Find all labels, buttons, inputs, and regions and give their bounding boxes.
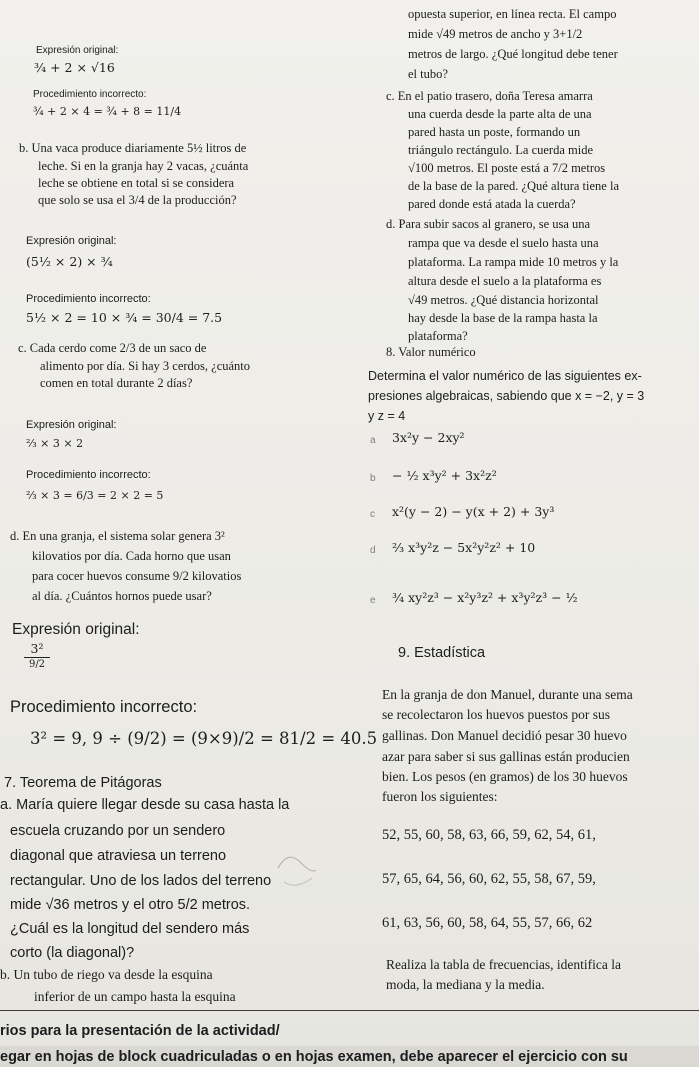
incorrect-procedure: 3² = 9, 9 ÷ (9/2) = (9×9)/2 = 81/2 = 40.5 <box>30 729 378 748</box>
section-8-text: Determina el valor numérico de las siguientes ex- <box>368 369 642 383</box>
problem-c-line: c. Cada cerdo come 2/3 de un saco de <box>18 341 207 355</box>
section-9-text: gallinas. Don Manuel decidió pesar 30 huevo <box>382 728 627 743</box>
problem-c7-line: pared donde está atada la cuerda? <box>408 197 576 211</box>
algebraic-expression-c: x²(y − 2) − y(x + 2) + 3y³ <box>392 504 555 519</box>
problem-b7-line: b. Un tubo de riego va desde la esquina <box>0 967 213 982</box>
problem-c7-line: c. En el patio trasero, doña Teresa amarra <box>386 89 593 103</box>
problem-a-line: rectangular. Uno de los lados del terreno <box>10 873 272 889</box>
item-label: b <box>370 473 376 484</box>
original-expression: (5½ × 2) × ¾ <box>26 254 113 269</box>
incorrect-procedure-label: Procedimiento incorrecto: <box>10 698 198 716</box>
fraction-bar <box>24 657 50 658</box>
section-8-text: y z = 4 <box>368 409 406 423</box>
problem-c7-line: una cuerda desde la parte alta de una <box>408 107 592 121</box>
item-label: e <box>370 595 376 606</box>
problem-b-line: leche se obtiene en total si se considera <box>38 176 235 190</box>
section-9-title: 9. Estadística <box>398 645 486 661</box>
problem-b7-cont-line: opuesta superior, en línea recta. El campo <box>408 7 617 21</box>
original-expression-label: Expresión original: <box>12 621 140 638</box>
original-expression: ⅔ × 3 × 2 <box>26 437 84 450</box>
problem-c7-line: √100 metros. El poste está a 7/2 metros <box>408 161 606 175</box>
problem-c7-line: triángulo rectángulo. La cuerda mide <box>408 143 593 157</box>
problem-d-line: kilovatios por día. Cada horno que usan <box>32 549 231 563</box>
problem-d7-line: d. Para subir sacos al granero, se usa una <box>386 217 591 231</box>
problem-b7-cont-line: metros de largo. ¿Qué longitud debe tener <box>408 47 618 61</box>
problem-d-line: d. En una granja, el sistema solar genera 3² <box>10 529 225 543</box>
original-expression-label: Expresión original: <box>26 419 117 431</box>
data-line: 52, 55, 60, 58, 63, 66, 59, 62, 54, 61, <box>382 827 596 843</box>
section-9-text: bien. Los pesos (en gramos) de los 30 huevos <box>382 769 628 784</box>
problem-d7-line: plataforma? <box>408 329 468 343</box>
problem-b-line: que solo se usa el 3/4 de la producción? <box>38 193 237 207</box>
data-line: 57, 65, 64, 56, 60, 62, 55, 58, 67, 59, <box>382 871 596 887</box>
problem-a-line: mide √36 metros y el otro 5/2 metros. <box>10 897 251 913</box>
problem-d-line: al día. ¿Cuántos hornos puede usar? <box>32 589 212 603</box>
algebraic-expression-d: ⅔ x³y²z − 5x²y²z² + 10 <box>392 540 536 555</box>
algebraic-expression-a: 3x²y − 2xy² <box>392 430 465 445</box>
incorrect-procedure: ¾ + 2 × 4 = ¾ + 8 = 11/4 <box>33 105 182 118</box>
problem-d7-line: altura desde el suelo a la plataforma es <box>408 274 602 288</box>
problem-a-line: diagonal que atraviesa un terreno <box>10 848 227 864</box>
problem-d7-line: hay desde la base de la rampa hasta la <box>408 311 598 325</box>
problem-a-line: ¿Cuál es la longitud del sendero más <box>10 921 250 937</box>
original-expression-label: Expresión original: <box>26 235 117 247</box>
item-label: a <box>370 435 376 446</box>
original-expression-label: Expresión original: <box>36 45 119 56</box>
incorrect-procedure: 5½ × 2 = 10 × ¾ = 30/4 = 7.5 <box>26 310 223 325</box>
problem-d7-line: √49 metros. ¿Qué distancia horizontal <box>408 293 599 307</box>
section-8-title: 8. Valor numérico <box>386 345 476 359</box>
problem-d-line: para cocer huevos consume 9/2 kilovatios <box>32 569 242 583</box>
problem-c-line: comen en total durante 2 días? <box>40 376 193 390</box>
section-7-title: 7. Teorema de Pitágoras <box>4 775 162 791</box>
footer-criteria-title: rios para la presentación de la actividad/ <box>0 1023 280 1039</box>
original-expression: ¾ + 2 × √16 <box>34 60 115 75</box>
item-label: d <box>370 545 376 556</box>
section-9-text: fueron los siguientes: <box>382 789 498 804</box>
algebraic-expression-e: ¾ xy²z³ − x²y³z² + x³y²z³ − ½ <box>392 590 578 605</box>
incorrect-procedure-label: Procedimiento incorrecto: <box>26 469 151 481</box>
incorrect-procedure: ⅔ × 3 = 6/3 = 2 × 2 = 5 <box>26 489 164 502</box>
problem-a-line: corto (la diagonal)? <box>10 945 135 961</box>
incorrect-procedure-label: Procedimiento incorrecto: <box>33 89 147 100</box>
fraction-expression <box>22 642 52 670</box>
incorrect-procedure-label: Procedimiento incorrecto: <box>26 293 151 305</box>
problem-b-line: leche. Si en la granja hay 2 vacas, ¿cuánta <box>38 159 249 173</box>
section-8-text: presiones algebraicas, sabiendo que x = −2, y = 3 <box>368 389 645 403</box>
task-line: Realiza la tabla de frecuencias, identifica la <box>386 957 621 972</box>
task-line: moda, la mediana y la media. <box>386 977 545 992</box>
fraction-denominator: 9/2 <box>28 658 46 670</box>
algebraic-expression-b: − ½ x³y² + 3x²z² <box>392 468 497 483</box>
section-9-text: se recolectaron los huevos puestos por sus <box>382 707 610 722</box>
problem-b7-cont-line: el tubo? <box>408 67 448 81</box>
problem-b7-line: inferior de un campo hasta la esquina <box>34 989 236 1004</box>
problem-b7-cont-line: mide √49 metros de ancho y 3+1/2 <box>408 27 583 41</box>
problem-a-line: a. María quiere llegar desde su casa hasta la <box>0 797 290 813</box>
item-label: c <box>370 509 375 520</box>
section-9-text: azar para saber si sus gallinas están producien <box>382 749 630 764</box>
problem-c7-line: de la base de la pared. ¿Qué altura tiene la <box>408 179 619 193</box>
problem-b-line: b. Una vaca produce diariamente 5½ litros de <box>19 141 247 155</box>
problem-a-line: escuela cruzando por un sendero <box>10 823 226 839</box>
footer-instructions: egar en hojas de block cuadriculadas o en hojas examen, debe aparecer el ejercicio con su <box>0 1049 628 1065</box>
fraction-numerator: 3² <box>30 641 44 656</box>
problem-d7-line: plataforma. La rampa mide 10 metros y la <box>408 255 619 269</box>
data-line: 61, 63, 56, 60, 58, 64, 55, 57, 66, 62 <box>382 915 593 931</box>
problem-c7-line: pared hasta un poste, formando un <box>408 125 581 139</box>
pencil-scribble <box>270 838 330 908</box>
problem-d7-line: rampa que va desde el suelo hasta una <box>408 236 599 250</box>
section-9-text: En la granja de don Manuel, durante una sema <box>382 687 633 702</box>
problem-c-line: alimento por día. Si hay 3 cerdos, ¿cuánto <box>40 359 251 373</box>
divider-line <box>0 1010 699 1011</box>
